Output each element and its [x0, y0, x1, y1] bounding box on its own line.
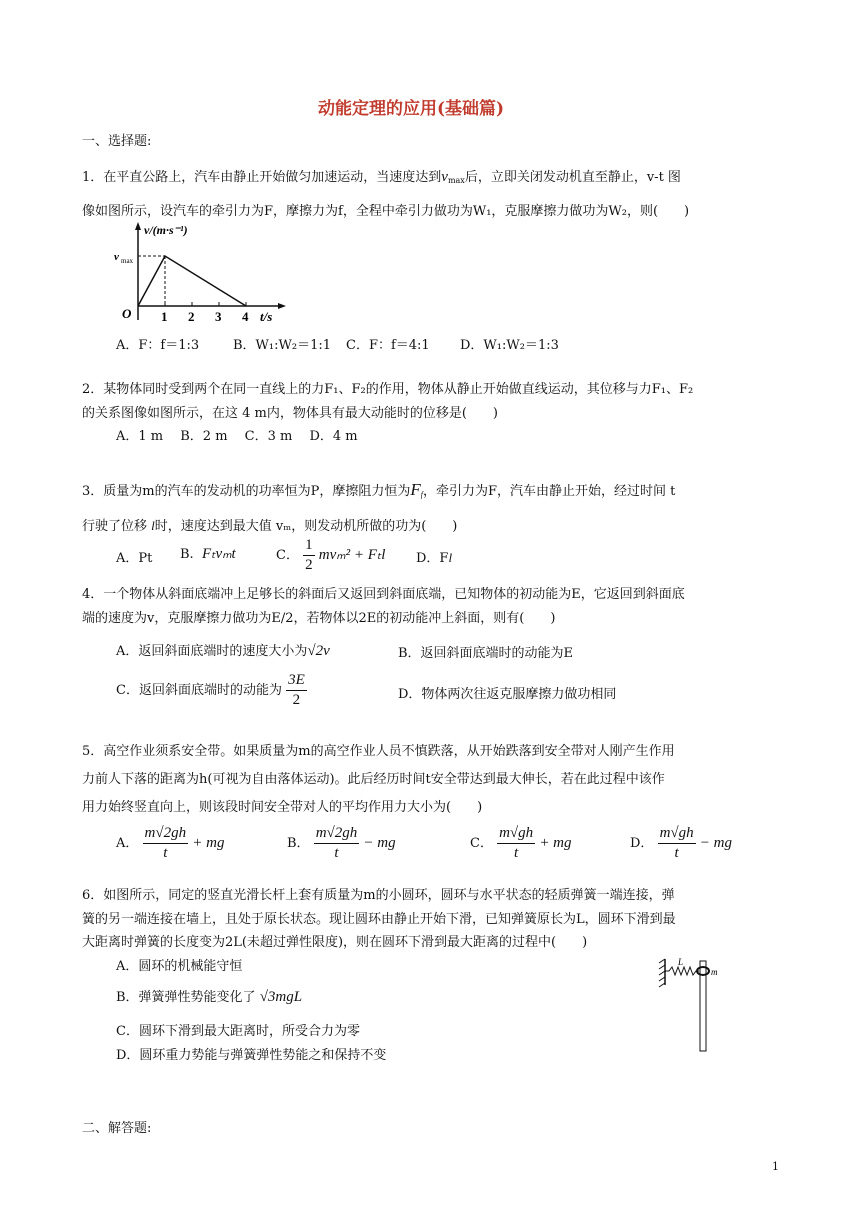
- q1-line1: [82, 166, 681, 186]
- q3-option-c-fraction: $\frac{1}{2}$: [305, 537, 313, 573]
- q3-text-b: ，牵引力为F，汽车由静止开始，经过时间 t: [422, 484, 676, 499]
- q3-option-c: [276, 538, 385, 573]
- q6-option-d: D．圆环重力势能与弹簧弹性势能之和保持不变: [116, 1048, 387, 1063]
- q5-option-d-rest: − mg: [699, 835, 733, 851]
- q3-option-c-expr: mvₘ² + Fₜl: [318, 547, 386, 563]
- q5-option-b-label: B．: [287, 836, 310, 851]
- q4-option-c-fraction: $\frac{3E}{2}$: [288, 672, 305, 708]
- q6-wall-hatch-4: [659, 977, 665, 981]
- q4-option-c: [116, 673, 307, 708]
- q3-text-a: 3．质量为m的汽车的发动机的功率恒为P，摩擦阻力恒为: [82, 484, 411, 499]
- q1-graph-vmax-label: v: [114, 251, 119, 263]
- q5-option-a: [116, 826, 224, 861]
- q1-graph-tick-label-2: 2: [188, 309, 195, 324]
- q4-line1: 4．一个物体从斜面底端冲上足够长的斜面后又返回到斜面底端，已知物体的初动能为E，它返回到斜面底: [82, 587, 685, 602]
- q4-option-a: [116, 640, 330, 660]
- q1-graph-origin: O: [122, 306, 132, 321]
- q5-option-d-label: D．: [630, 836, 654, 851]
- q1-vmax-sub: max: [447, 176, 465, 185]
- q5-option-b-rest: − mg: [363, 835, 396, 851]
- q1-graph-xlabel: t/s: [260, 309, 273, 324]
- q6-spring: [665, 967, 699, 975]
- q3-line1: [82, 480, 675, 500]
- q1-vmax-symbol: v: [441, 169, 448, 185]
- q5-option-c: [470, 826, 572, 861]
- q6-fig-m: m: [711, 967, 718, 977]
- q1-graph-vmax-sub: max: [121, 257, 134, 265]
- q6-option-b: [116, 986, 302, 1006]
- q4-option-a-expr: √2v: [307, 643, 330, 659]
- q5-option-c-rest: + mg: [539, 835, 572, 851]
- q3-Ff-symbol: F: [410, 480, 421, 499]
- q5-option-a-fraction: $\frac{m√2gh}{t}$: [144, 825, 187, 861]
- q3-option-d-l: l: [448, 550, 453, 565]
- q1-option-a: A．F：f＝1:3: [116, 338, 200, 353]
- q3-option-d: [416, 547, 452, 566]
- q1-text-a: 1．在平直公路上，汽车由静止开始做匀加速运动，当速度达到: [82, 170, 442, 185]
- q1-graph-ylabel: v/(m·s⁻¹): [144, 223, 188, 237]
- q3-option-b-label: B.: [180, 547, 194, 562]
- q6-option-b-text: B．弹簧弹性势能变化了: [116, 990, 256, 1005]
- q2-line2: 的关系图像如图所示，在这 4 m内，物体具有最大动能时的位移是( ): [82, 406, 499, 421]
- page-title: 动能定理的应用(基础篇): [318, 99, 505, 119]
- q1-graph-tick-label-4: 4: [242, 309, 249, 324]
- q1-option-d: D．W₁:W₂＝1:3: [460, 338, 559, 353]
- q3-option-a: A．Pt: [116, 551, 153, 566]
- q1-graph-x-arrow: [278, 303, 286, 309]
- q3-Ff-sub: f: [420, 490, 423, 499]
- q5-option-c-fraction: $\frac{m√gh}{t}$: [499, 825, 534, 861]
- q5-line1: 5．高空作业须系安全带。如果质量为m的高空作业人员不慎跌落，从开始跌落到安全带对人刚产生作用: [82, 744, 675, 759]
- q6-wall-hatch-3: [659, 971, 665, 975]
- q1-graph-line: [138, 256, 246, 306]
- q5-line2: 力前人下落的距离为h(可视为自由落体运动)。此后经历时间t安全带达到最大伸长，若在此过程中该作: [82, 772, 665, 787]
- q4-line2: 端的速度为v，克服摩擦力做功为E/2，若物体以2E的初动能冲上斜面，则有( ): [82, 611, 556, 626]
- q3-option-c-label: C．: [276, 548, 299, 563]
- q5-option-a-rest: + mg: [192, 835, 225, 851]
- q5-option-c-label: C．: [470, 836, 493, 851]
- q1-graph-tick-label-1: 1: [161, 309, 168, 324]
- q1-graph-tick-label-3: 3: [215, 309, 222, 324]
- q5-option-d: [630, 826, 732, 861]
- q6-line1: 6．如图所示，同定的竖直光滑长杆上套有质量为m的小圆环，圆环与水平状态的轻质弹簧一端连接，弹: [82, 888, 675, 903]
- q3-l-symbol: l: [151, 518, 155, 533]
- q6-spring-ring-figure: [655, 955, 735, 1055]
- q5-option-d-fraction: $\frac{m√gh}{t}$: [659, 825, 694, 861]
- q4-option-d: D．物体两次往返克服摩擦力做功相同: [398, 687, 617, 702]
- q6-wall-hatch-2: [659, 965, 665, 969]
- q1-option-b: B．W₁:W₂＝1:1: [233, 338, 332, 353]
- q3-line2: [82, 515, 457, 534]
- q6-option-a: A．圆环的机械能守恒: [116, 959, 243, 974]
- q6-fig-L: L: [678, 957, 684, 967]
- q6-wall-hatch-5: [659, 983, 665, 987]
- q2-options: A．1 m B．2 m C．3 m D．4 m: [116, 429, 358, 444]
- q5-option-b-fraction: $\frac{m√2gh}{t}$: [315, 825, 358, 861]
- q6-line3: 大距离时弹簧的长度变为2L(未超过弹性限度)，则在圆环下滑到最大距离的过程中( ): [82, 935, 588, 950]
- section-heading-answer: 二、解答题:: [82, 1121, 152, 1136]
- q1-option-c: C．F：f＝4:1: [346, 338, 430, 353]
- q6-wall-hatch-1: [659, 959, 665, 963]
- q6-line2: 簧的另一端连接在墙上，且处于原长状态。现让圆环由静止开始下滑，已知弹簧原长为L，圆环下滑到最: [82, 912, 676, 927]
- q4-option-c-text: C．返回斜面底端时的动能为: [116, 683, 282, 698]
- q1-vt-graph: [110, 220, 290, 330]
- section-heading-choice: 一、选择题:: [82, 134, 152, 149]
- q4-option-b: B．返回斜面底端时的动能为E: [398, 646, 574, 661]
- q3-option-b: [180, 544, 236, 563]
- q2-line1: 2．某物体同时受到两个在同一直线上的力F₁、F₂的作用，物体从静止开始做直线运动，其位移与力F₁、F₂: [82, 382, 694, 397]
- q6-option-b-expr: √3mgL: [259, 989, 303, 1005]
- q4-option-a-text: A．返回斜面底端时的速度大小为: [116, 644, 308, 659]
- page-number: 1: [772, 1160, 779, 1173]
- q1-text-b: 后，立即关闭发动机直至静止，v-t 图: [464, 170, 681, 185]
- q3-text-d: 时，速度达到最大值 vₘ，则发动机所做的功为( ): [154, 519, 458, 534]
- q5-option-a-label: A．: [116, 836, 139, 851]
- q1-line2: 像如图所示，设汽车的牵引力为F，摩擦力为f，全程中牵引力做功为W₁，克服摩擦力做功为W₂，则( ): [82, 204, 690, 219]
- q5-option-b: [287, 826, 396, 861]
- q1-graph-y-arrow: [135, 222, 141, 230]
- q5-line3: 用力始终竖直向上，则该段时间安全带对人的平均作用力大小为( ): [82, 800, 483, 815]
- q3-option-d-label: D．F: [416, 551, 449, 566]
- q3-text-c: 行驶了位移: [82, 519, 148, 534]
- q3-option-b-expr: Fₜvₘt: [201, 546, 236, 562]
- q6-option-c: C．圆环下滑到最大距离时，所受合力为零: [116, 1024, 360, 1039]
